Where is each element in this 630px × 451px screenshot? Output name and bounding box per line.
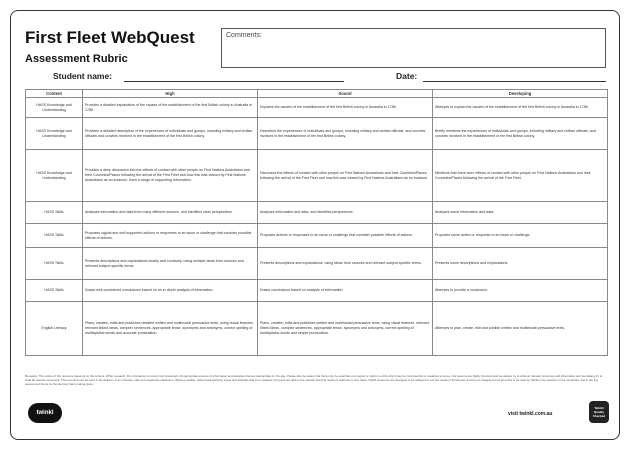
- cell-developing: Briefly mentions the experiences of individuals and groups, including military and civilian officials, and convicts involved in the establishment of the first British colony.: [433, 118, 608, 150]
- column-header-high: High: [83, 90, 258, 98]
- page-title: First Fleet WebQuest: [25, 28, 195, 47]
- cell-content: HASS Skills: [26, 248, 83, 280]
- cell-high: Provides a deep discussion into the effects of contact with other people on First Nations Australians and their Countries/Places following the arrival of the First Fleet and how this was viewed by First Nations Australians as an invasion. Uses a range of supporting information.: [83, 150, 258, 202]
- comments-label: Comments:: [226, 32, 262, 39]
- cell-content: HASS Knowledge and Understanding: [26, 98, 83, 118]
- student-name-label: Student name:: [53, 71, 113, 81]
- student-name-field[interactable]: [124, 81, 344, 82]
- cell-high: Draws well-considered conclusions based on an in-depth analysis of information.: [83, 280, 258, 302]
- cell-high: Provides a detailed explanation of the causes of the establishment of the first British colony in Australia in 1788.: [83, 98, 258, 118]
- table-row: [26, 202, 608, 224]
- cell-content: HASS Knowledge and Understanding: [26, 150, 83, 202]
- cell-sound: Proposes actions or responses to an issue or challenge that consider possible effects of actions.: [258, 224, 433, 248]
- comments-box[interactable]: [221, 28, 606, 68]
- cell-sound: Analyses information and data, and identifies perspectives.: [258, 202, 433, 224]
- cell-developing: Presents some descriptions and explanations.: [433, 248, 608, 280]
- table-row: [26, 98, 608, 118]
- cell-content: HASS Skills: [26, 224, 83, 248]
- cell-developing: Attempts to explain the causes of the establishment of the first British colony in Australia in 1788.: [433, 98, 608, 118]
- cell-sound: Discusses the effects of contact with other people on First Nations Australians and their Countries/Places following the arrival of the First Fleet and how this was viewed by First Nations Australians as an invasion.: [258, 150, 433, 202]
- cell-high: Proposes logical and well supported actions or responses to an issue or challenge that consider possible effects of actions.: [83, 224, 258, 248]
- cell-sound: Presents descriptions and explanations, using ideas from sources and relevant subject-specific terms.: [258, 248, 433, 280]
- cell-developing: Attempts to plan, create, edit and publish written and multimodal persuasive texts.: [433, 302, 608, 356]
- cell-developing: Proposes some action or response to an issue or challenge.: [433, 224, 608, 248]
- twinkl-logo: [28, 403, 62, 423]
- rubric-page: [10, 10, 620, 440]
- cell-high: Plans, creates, edits and publishes detailed written and multimodal persuasive texts, using visual features, relevant linked ideas, complex sentences, appropriate tense, synonyms and antonyms, correct spelling of multisyllabic words and accurate punctuation.: [83, 302, 258, 356]
- logo-text: twinkl: [36, 410, 54, 416]
- table-row: [26, 248, 608, 280]
- cell-sound: Describes the experiences of individuals and groups, including military and civilian officials, and convicts involved in the establishment of the first British colony.: [258, 118, 433, 150]
- column-header-developing: Developing: [433, 90, 608, 98]
- cell-high: Analyses information and data from many different sources, and identifies clear perspectives.: [83, 202, 258, 224]
- cell-content: English Literacy: [26, 302, 83, 356]
- cell-sound: Draws conclusions based on analysis of information.: [258, 280, 433, 302]
- date-label: Date:: [396, 71, 418, 81]
- cell-sound: Explains the causes of the establishment of the first British colony in Australia in 1788.: [258, 98, 433, 118]
- cell-sound: Plans, creates, edits and publishes written and multimodal persuasive texts, using visual features, relevant linked ideas, complex sentences, appropriate tense, synonyms and antonyms, correct spelling of multisyllabic words and simple punctuation.: [258, 302, 433, 356]
- cell-high: Presents descriptions and explanations clearly and concisely, using multiple ideas from sources and relevant subject-specific terms.: [83, 248, 258, 280]
- page-subtitle: Assessment Rubric: [25, 53, 128, 65]
- cell-content: HASS Skills: [26, 280, 83, 302]
- table-row: [26, 280, 608, 302]
- quality-badge-text: Twinkl Quality Checked: [592, 406, 606, 418]
- cell-content: HASS Knowledge and Understanding: [26, 118, 83, 150]
- cell-developing: Analyses some information and data.: [433, 202, 608, 224]
- quality-badge-icon: [589, 401, 609, 423]
- rubric-table: [25, 89, 608, 356]
- table-row: [26, 118, 608, 150]
- cell-content: HASS Skills: [26, 202, 83, 224]
- table-row: [26, 224, 608, 248]
- footnote-text: Be aware: The nature of this resource depends on the content. While research, the information is correct and presented. All appropriate sources of information and websites that are appropriate for the age. Please also be aware that there may be searches of a region or refers to a link which may be controversial or upsetting to some. Our lessons are highly informed and we always try to write all relevant resources and information and we always try to write all relevant resources. This resource can be used in the delivery of an inclusive, safe and supportive classroom. Where possible, reflect local authority views and attitudes that your students bring and are able to the specific learning needs of students in your class. Twinkl resources are designed to be adapted to suit the needs of all learners and it is an integral part of all of this to be read by Twinkl or by teachers in the sensitivity, and in the key assessment focus for the learning that is taking place.: [25, 374, 603, 386]
- column-header-sound: Sound: [258, 90, 433, 98]
- column-header-content: Content: [26, 90, 83, 98]
- cell-developing: Attempts to provide a conclusion.: [433, 280, 608, 302]
- table-header-row: [26, 90, 608, 98]
- table-row: [26, 150, 608, 202]
- footer-url[interactable]: visit twinkl.com.au: [508, 411, 553, 417]
- date-field[interactable]: [423, 81, 606, 82]
- cell-high: Provides a detailed description of the experiences of individuals and groups, including military and civilian officials and convicts involved in the establishment of the first British colony.: [83, 118, 258, 150]
- cell-developing: Mentions that there were effects of contact with other people on First Nations Australians and their Countries/Places following the arrival of the First Fleet.: [433, 150, 608, 202]
- table-row: [26, 302, 608, 356]
